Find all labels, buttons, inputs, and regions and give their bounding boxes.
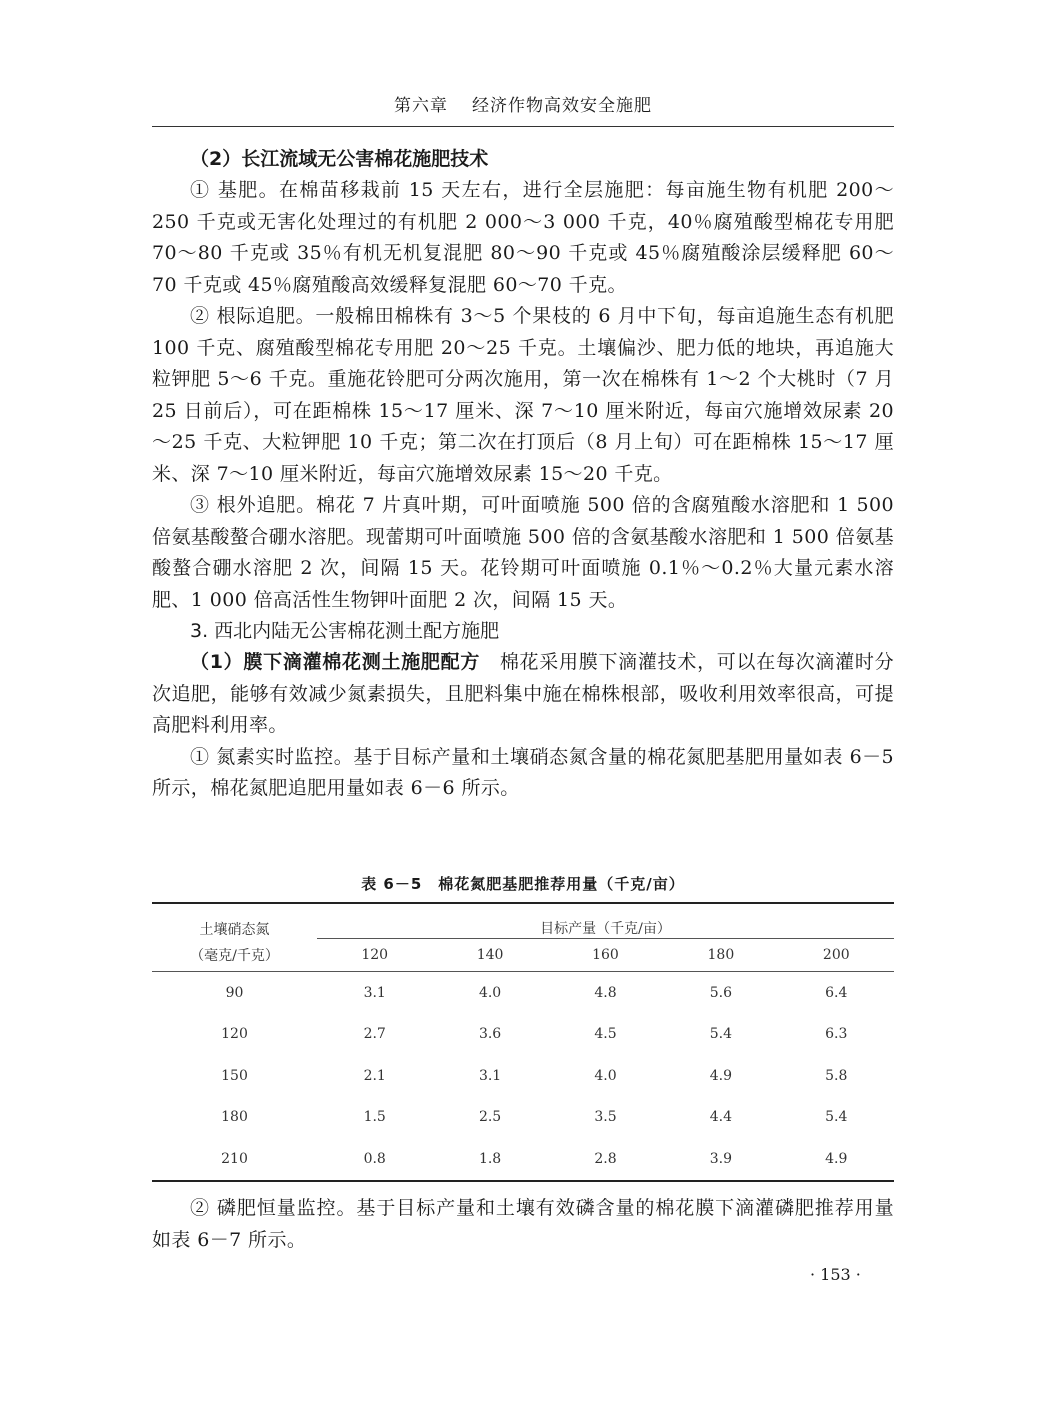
table-cell: 2.8 (548, 1138, 663, 1181)
table-cell: 4.9 (709, 1067, 732, 1084)
group-header: 目标产量（千克/亩） (317, 903, 894, 939)
paragraph-foliar-topdressing: ③ 根外追肥。棉花 7 片真叶期，可叶面喷施 500 倍的含腐殖酸水溶肥和 1 500 倍氨基酸螯合硼水溶肥。现蕾期可叶面喷施 500 倍的含氨基酸水溶肥和 1 500 倍氨基酸螯合硼水溶肥 2 次，间隔 15 天。花铃期可叶面喷施 0.1％～0.2％大量元素水溶肥、1 000 倍高活性生物钾叶面肥 2 次，间隔 15 天。 (152, 494, 894, 611)
row-label: 150 (221, 1067, 248, 1084)
column-header: 120 (361, 947, 389, 963)
table-row (152, 1097, 894, 1139)
table-cell: 3.9 (663, 1138, 778, 1181)
chapter-title: 经济作物高效安全施肥 (472, 96, 652, 116)
table-cell: 0.8 (317, 1138, 432, 1181)
table-caption: 表 6－5 棉花氮肥基肥推荐用量（千克/亩） (361, 875, 685, 893)
table-cell: 5.6 (663, 972, 778, 1014)
table-cell: 6.3 (825, 1026, 848, 1043)
paragraph-lead-text: 棉花采用膜下滴灌技术，可以在每次滴灌时分次追肥，能够有效减少氮素损失，且肥料集中施在棉株根部，吸收利用效率很高，可提高肥料利用率。 (152, 651, 894, 736)
table-cell: 4.5 (594, 1026, 617, 1043)
table-cell: 1.5 (363, 1109, 386, 1126)
column-header: 140 (476, 947, 504, 963)
table-row (152, 1055, 894, 1097)
table-cell: 3.1 (478, 1067, 502, 1084)
body-text (152, 144, 894, 805)
column-header: 200 (822, 947, 850, 963)
table-cell: 3.1 (317, 972, 432, 1014)
row-label: 120 (221, 1026, 248, 1043)
table-cell: 5.8 (825, 1067, 848, 1084)
table-cell: 2.1 (363, 1067, 386, 1084)
page-number: · 153 · (810, 1265, 861, 1284)
row-label: 210 (152, 1138, 317, 1181)
paragraph-drip-irrigation (152, 647, 894, 742)
table-cell: 4.8 (548, 972, 663, 1014)
paragraph-base-fertilizer: ① 基肥。在棉苗移栽前 15 天左右，进行全层施肥：每亩施生物有机肥 200～250 千克或无害化处理过的有机肥 2 000～3 000 千克，40％腐殖酸型棉花专用肥 70～80 千克或 35％有机无机复混肥 80～90 千克或 45％腐殖酸涂层缓释肥 60～70 千克或 45％腐殖酸高效缓释复混肥 60～70 千克。 (152, 179, 894, 296)
column-header: 160 (592, 947, 619, 963)
column-header: 180 (707, 947, 735, 963)
section-heading-2: （2）长江流域无公害棉花施肥技术 (190, 148, 489, 170)
table-cell: 3.6 (478, 1026, 502, 1043)
table-cell: 4.0 (594, 1067, 617, 1084)
row-header-label: 土壤硝态氮 (199, 921, 270, 938)
table-cell: 2.5 (478, 1109, 502, 1126)
nitrogen-table (152, 902, 894, 1182)
table-cell: 6.4 (779, 972, 894, 1014)
body-text-after-table (152, 1193, 894, 1256)
section-heading-3: 3. 西北内陆无公害棉花测土配方施肥 (190, 620, 500, 642)
running-header (152, 92, 894, 127)
table-row (152, 1138, 894, 1181)
table-cell: 3.5 (594, 1109, 617, 1126)
table-row (152, 1014, 894, 1056)
chapter-label: 第六章 (394, 96, 448, 116)
paragraph-root-topdressing: ② 根际追肥。一般棉田棉株有 3～5 个果枝的 6 月中下旬，每亩追施生态有机肥 100 千克、腐殖酸型棉花专用肥 20～25 千克。土壤偏沙、肥力低的地块，再追施大粒钾肥 5～6 千克。重施花铃肥可分两次施用，第一次在棉株有 1～2 个大桃时（7 月 25 日前后），可在距棉株 15～17 厘米、深 7～10 厘米附近，每亩穴施增效尿素 20～25 千克、大粒钾肥 10 千克；第二次在打顶后（8 月上旬）可在距棉株 15～17 厘米、深 7～10 厘米附近，每亩穴施增效尿素 15～20 千克。 (152, 305, 894, 485)
table-cell: 1.8 (432, 1138, 547, 1181)
row-label: 90 (152, 972, 317, 1014)
table-cell: 4.0 (432, 972, 547, 1014)
table-cell: 4.4 (709, 1109, 732, 1126)
row-label: 180 (221, 1109, 248, 1126)
table-cell: 5.4 (709, 1026, 732, 1043)
paragraph-lead: （1）膜下滴灌棉花测土施肥配方 (190, 651, 481, 673)
table-cell: 4.9 (779, 1138, 894, 1181)
paragraph-nitrogen-monitoring: ① 氮素实时监控。基于目标产量和土壤硝态氮含量的棉花氮肥基肥用量如表 6－5 所示，棉花氮肥追肥用量如表 6－6 所示。 (152, 745, 894, 799)
table-row (152, 972, 894, 1014)
row-header-unit: （毫克/千克） (190, 947, 279, 964)
paragraph-phosphorus-monitoring: ② 磷肥恒量监控。基于目标产量和土壤有效磷含量的棉花膜下滴灌磷肥推荐用量如表 6－7 所示。 (152, 1197, 894, 1251)
table-cell: 2.7 (363, 1026, 386, 1043)
table-cell: 5.4 (825, 1109, 848, 1126)
